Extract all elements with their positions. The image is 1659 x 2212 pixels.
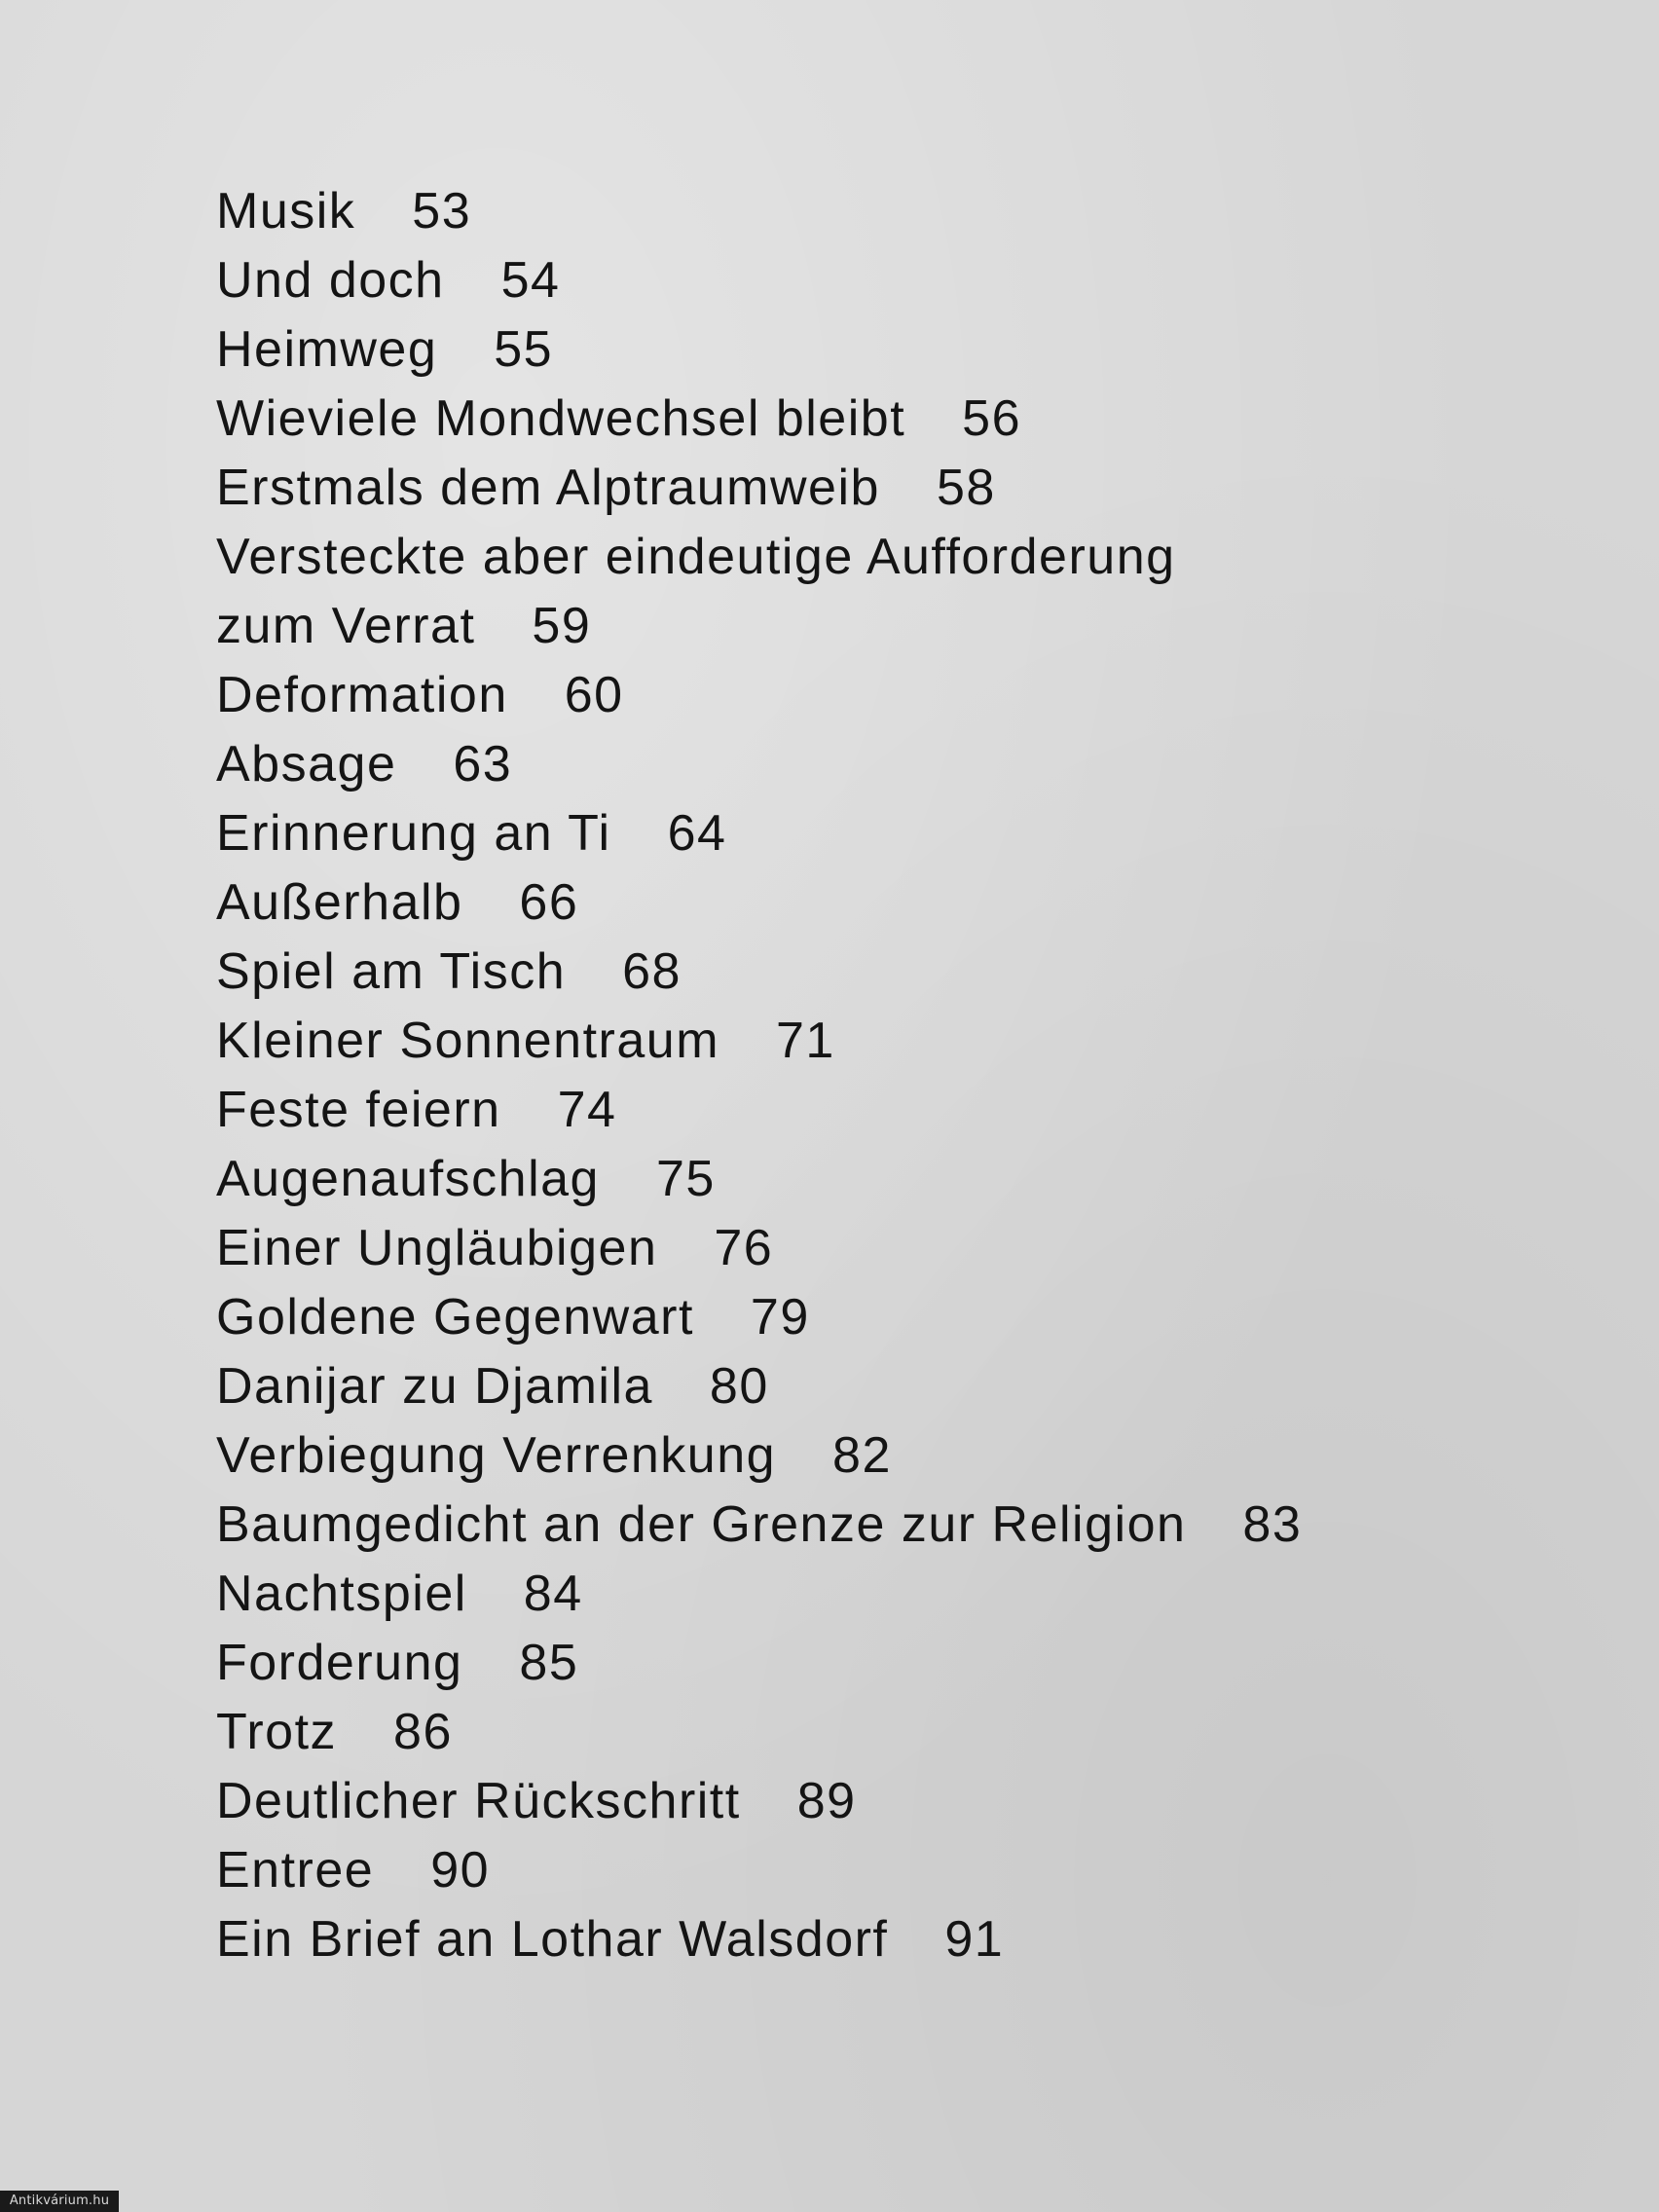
toc-entry-title: Und doch <box>216 252 445 309</box>
toc-entry <box>216 730 1482 799</box>
toc-entry-page: 82 <box>832 1427 892 1484</box>
toc-entry-page: 75 <box>655 1151 716 1207</box>
toc-entry-title: Erstmals dem Alptraumweib <box>216 460 880 516</box>
toc-entry-page: 60 <box>564 667 624 723</box>
toc-entry-title: Einer Ungläubigen <box>216 1220 658 1276</box>
toc-entry <box>216 1076 1482 1145</box>
toc-entry-title: Versteckte aber eindeutige Aufforderung <box>216 529 1176 585</box>
toc-entry <box>216 1905 1482 1974</box>
toc-entry-title: Goldene Gegenwart <box>216 1289 694 1346</box>
toc-entry-page: 54 <box>500 252 561 309</box>
toc-entry-title: Verbiegung Verrenkung <box>216 1427 777 1484</box>
toc-entry-page: 55 <box>494 321 554 378</box>
toc-entry-page: 58 <box>936 460 996 516</box>
toc-entry-title: Ein Brief an Lothar Walsdorf <box>216 1911 889 1968</box>
toc-entry-title: Absage <box>216 736 397 793</box>
toc-entry-title: Nachtspiel <box>216 1566 467 1622</box>
toc-entry <box>216 1491 1482 1560</box>
toc-entry <box>216 938 1482 1007</box>
toc-entry-title: Baumgedicht an der Grenze zur Religion <box>216 1496 1187 1553</box>
toc-entry-title: Trotz <box>216 1704 338 1760</box>
toc-entry <box>216 523 1482 592</box>
toc-entry-page: 71 <box>776 1013 835 1069</box>
toc-entry-page: 53 <box>412 183 472 240</box>
toc-entry <box>216 1421 1482 1491</box>
toc-entry-page: 64 <box>667 805 727 862</box>
toc-entry <box>216 1214 1482 1283</box>
toc-entry-title: Entree <box>216 1842 375 1899</box>
toc-entry-title: Außerhalb <box>216 874 463 931</box>
toc-entry <box>216 1836 1482 1905</box>
toc-entry-page: 56 <box>962 390 1021 447</box>
toc-entry <box>216 1629 1482 1698</box>
toc-entry-page: 84 <box>523 1566 583 1622</box>
toc-entry-title: Deformation <box>216 667 508 723</box>
toc-entry-title: Augenaufschlag <box>216 1151 600 1207</box>
watermark-logo: Antikvárium.hu <box>0 2191 119 2212</box>
toc-entry <box>216 1145 1482 1214</box>
toc-entry <box>216 661 1482 730</box>
toc-entry <box>216 1767 1482 1836</box>
toc-entry <box>216 799 1482 868</box>
toc-entry-page: 91 <box>944 1911 1005 1968</box>
toc-entry-page: 89 <box>796 1773 857 1829</box>
toc-entry-page: 90 <box>430 1842 491 1899</box>
toc-entry-title: Feste feiern <box>216 1082 501 1138</box>
toc-entry-title: Spiel am Tisch <box>216 943 567 1000</box>
toc-entry <box>216 454 1482 523</box>
toc-entry-title: Heimweg <box>216 321 438 378</box>
toc-entry-title: Kleiner Sonnentraum <box>216 1013 720 1069</box>
toc-entry <box>216 1352 1482 1421</box>
toc-entry-page: 86 <box>393 1704 453 1760</box>
toc-entry-page: 76 <box>714 1220 774 1276</box>
toc-entry-title: Erinnerung an Ti <box>216 805 611 862</box>
toc-entry-title: Wieviele Mondwechsel bleibt <box>216 390 906 447</box>
toc-entry-page: 79 <box>750 1289 810 1346</box>
toc-entry <box>216 1560 1482 1629</box>
toc-entry <box>216 177 1482 246</box>
toc-entry-title: Forderung <box>216 1635 463 1691</box>
toc-entry-title: Musik <box>216 183 356 240</box>
toc-entry <box>216 315 1482 385</box>
toc-entry-page: 66 <box>519 874 579 931</box>
toc-entry-page: 83 <box>1242 1496 1303 1553</box>
toc-entry-page: 63 <box>453 736 513 793</box>
toc-entry-page: 74 <box>557 1082 617 1138</box>
toc-entry <box>216 385 1482 454</box>
toc-entry <box>216 868 1482 938</box>
toc-entry <box>216 246 1482 315</box>
toc-entry <box>216 1283 1482 1352</box>
toc-entry <box>216 1698 1482 1767</box>
table-of-contents <box>216 177 1482 1974</box>
toc-entry <box>216 592 1482 661</box>
toc-entry-title: Deutlicher Rückschritt <box>216 1773 741 1829</box>
toc-entry-title: zum Verrat <box>216 598 476 654</box>
toc-entry-title: Danijar zu Djamila <box>216 1358 653 1415</box>
toc-entry <box>216 1007 1482 1076</box>
toc-entry-page: 80 <box>709 1358 769 1415</box>
toc-entry-page: 68 <box>622 943 682 1000</box>
toc-entry-page: 59 <box>532 598 592 654</box>
toc-entry-page: 85 <box>519 1635 579 1691</box>
